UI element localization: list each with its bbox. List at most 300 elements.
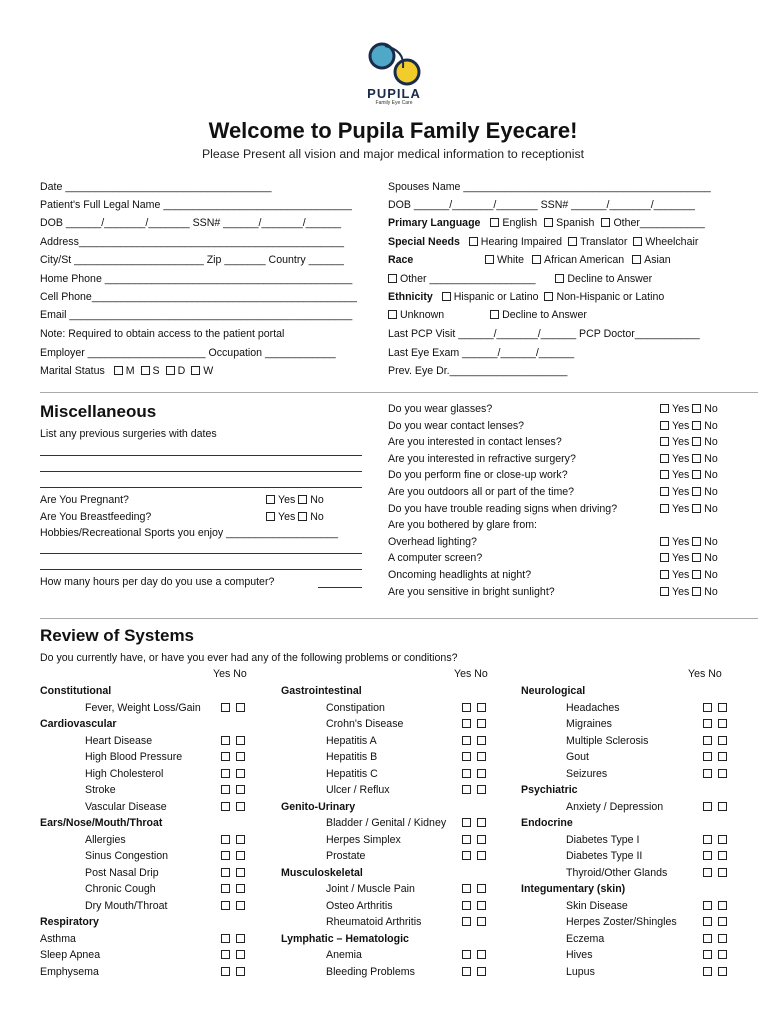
ethnicity-more-row xyxy=(388,307,587,323)
ros-yes-no[interactable] xyxy=(221,782,251,798)
checkbox-icon[interactable] xyxy=(660,504,669,513)
ros-yes-no[interactable] xyxy=(221,848,251,864)
option-wheelchair[interactable]: Wheelchair xyxy=(633,236,698,248)
portal-note: Note: Required to obtain access to the patient portal xyxy=(40,328,285,340)
ros-yes-no[interactable] xyxy=(221,749,251,765)
checkbox-icon[interactable] xyxy=(462,835,471,844)
option-english[interactable]: English xyxy=(490,217,537,229)
checkbox-icon[interactable] xyxy=(660,404,669,413)
checkbox-icon[interactable] xyxy=(221,967,230,976)
checkbox-icon[interactable] xyxy=(660,587,669,596)
checkbox-icon[interactable] xyxy=(568,237,577,246)
race-decline-option[interactable]: Decline to Answer xyxy=(555,273,652,285)
pregnant-yes-no[interactable]: Yes No xyxy=(266,492,324,508)
ros-condition: Hives xyxy=(566,949,593,961)
option-m[interactable]: M xyxy=(114,365,135,377)
vision-question-label: A computer screen? xyxy=(388,552,483,565)
checkbox-icon[interactable] xyxy=(718,934,727,943)
primary-language-row xyxy=(388,215,705,231)
logo-tagline: Family Eye Care xyxy=(375,100,413,106)
vision-yes-no[interactable]: Yes No xyxy=(660,484,718,500)
surgery-line[interactable] xyxy=(40,487,362,488)
checkbox-icon[interactable] xyxy=(692,421,701,430)
checkbox-icon[interactable] xyxy=(477,736,486,745)
checkbox-icon[interactable] xyxy=(221,884,230,893)
ros-condition: Multiple Sclerosis xyxy=(566,734,649,747)
checkbox-icon[interactable] xyxy=(660,454,669,463)
patient-name-field[interactable]: Patient's Full Legal Name ________________________________ xyxy=(40,199,352,211)
checkbox-icon[interactable] xyxy=(141,366,150,375)
checkbox-icon[interactable] xyxy=(236,950,245,959)
ethnicity-decline-option[interactable]: Decline to Answer xyxy=(490,309,587,321)
vision-question-label: Do you have trouble reading signs when driving? xyxy=(388,502,618,515)
checkbox-icon[interactable] xyxy=(462,950,471,959)
checkbox-icon[interactable] xyxy=(236,884,245,893)
checkbox-icon[interactable] xyxy=(601,218,610,227)
ros-category: Integumentary (skin) xyxy=(521,883,626,895)
checkbox-icon[interactable] xyxy=(633,237,642,246)
checkbox-icon[interactable] xyxy=(692,587,701,596)
primary-language-options xyxy=(483,217,704,229)
dob-ssn-field[interactable]: DOB ______/_______/_______ SSN# ______/_______/______ xyxy=(40,217,342,229)
checkbox-icon[interactable] xyxy=(236,934,245,943)
ros-yes-no[interactable] xyxy=(462,716,492,732)
ros-yes-no[interactable] xyxy=(703,799,733,815)
checkbox-icon[interactable] xyxy=(221,752,230,761)
ros-condition: Headaches xyxy=(566,701,620,714)
race-label: Race xyxy=(388,254,414,266)
ros-yes-no[interactable] xyxy=(703,931,733,947)
computer-hours-input[interactable] xyxy=(318,587,362,588)
vision-question-label: Are you interested in contact lenses? xyxy=(388,436,562,449)
special-needs-options xyxy=(463,236,699,248)
checkbox-icon[interactable] xyxy=(703,769,712,778)
checkbox-icon[interactable] xyxy=(166,366,175,375)
ros-condition: Bladder / Genital / Kidney xyxy=(326,817,447,829)
checkbox-icon[interactable] xyxy=(532,255,541,264)
ros-yes-no[interactable] xyxy=(462,700,492,716)
checkbox-icon[interactable] xyxy=(703,719,712,728)
ros-condition: Stroke xyxy=(85,784,116,796)
checkbox-icon[interactable] xyxy=(718,868,727,877)
ros-condition: Anemia xyxy=(326,949,362,961)
checkbox-icon[interactable] xyxy=(477,917,486,926)
ros-yes-no[interactable] xyxy=(221,964,251,980)
special-needs-label: Special Needs xyxy=(388,236,460,248)
ros-yes-no[interactable] xyxy=(462,898,492,914)
ros-category: Gastrointestinal xyxy=(281,685,362,697)
checkbox-icon[interactable] xyxy=(469,237,478,246)
vision-yes-no[interactable]: Yes No xyxy=(660,584,718,600)
checkbox-icon[interactable] xyxy=(703,967,712,976)
ros-yes-no[interactable] xyxy=(221,832,251,848)
checkbox-icon[interactable] xyxy=(477,835,486,844)
ros-yes-no[interactable] xyxy=(703,749,733,765)
race-row xyxy=(388,252,671,268)
option-african-american[interactable]: African American xyxy=(532,254,624,266)
ros-yes-no[interactable] xyxy=(703,848,733,864)
ethnicity-options xyxy=(436,291,665,303)
ros-yes-no[interactable] xyxy=(221,865,251,881)
ros-condition: High Cholesterol xyxy=(85,767,164,780)
option-white[interactable]: White xyxy=(485,254,524,266)
ros-category: Ears/Nose/Mouth/Throat xyxy=(40,817,163,829)
checkbox-icon[interactable] xyxy=(718,769,727,778)
checkbox-icon[interactable] xyxy=(462,851,471,860)
checkbox-icon[interactable] xyxy=(477,901,486,910)
checkbox-icon[interactable] xyxy=(221,802,230,811)
checkbox-icon[interactable] xyxy=(236,835,245,844)
ros-condition: Migraines xyxy=(566,718,612,730)
checkbox-icon[interactable] xyxy=(718,901,727,910)
option-non-hispanic-or-latino[interactable]: Non-Hispanic or Latino xyxy=(544,291,664,303)
checkbox-icon[interactable] xyxy=(660,487,669,496)
ros-condition: Allergies xyxy=(85,833,126,846)
address-field[interactable]: Address_____________________________________________ xyxy=(40,236,344,248)
ros-yes-no[interactable] xyxy=(462,733,492,749)
surgeries-label: List any previous surgeries with dates xyxy=(40,428,217,440)
checkbox-icon[interactable] xyxy=(718,719,727,728)
ros-yes-no[interactable] xyxy=(703,865,733,881)
checkbox-icon[interactable] xyxy=(221,703,230,712)
ros-yes-no[interactable] xyxy=(221,947,251,963)
checkbox-icon[interactable] xyxy=(477,785,486,794)
ros-yes-no[interactable] xyxy=(221,881,251,897)
divider xyxy=(40,392,758,393)
option-hispanic-or-latino[interactable]: Hispanic or Latino xyxy=(442,291,539,303)
ros-category: Cardiovascular xyxy=(40,718,117,730)
ros-condition: Post Nasal Drip xyxy=(85,866,159,879)
checkbox-icon[interactable] xyxy=(221,901,230,910)
checkbox-icon[interactable] xyxy=(718,967,727,976)
checkbox-icon[interactable] xyxy=(718,851,727,860)
checkbox-icon[interactable] xyxy=(221,769,230,778)
checkbox-icon[interactable] xyxy=(660,421,669,430)
ros-category: Endocrine xyxy=(521,817,573,829)
ros-yes-no[interactable] xyxy=(221,766,251,782)
cell-phone-field[interactable]: Cell Phone_____________________________________________ xyxy=(40,291,357,303)
ros-yes-no[interactable] xyxy=(221,931,251,947)
ros-condition: Ulcer / Reflux xyxy=(326,784,390,796)
ros-yes-no[interactable] xyxy=(703,733,733,749)
checkbox-icon[interactable] xyxy=(718,917,727,926)
checkbox-icon[interactable] xyxy=(692,470,701,479)
checkbox-icon[interactable] xyxy=(718,835,727,844)
checkbox-icon[interactable] xyxy=(462,703,471,712)
surgery-line[interactable] xyxy=(40,455,362,456)
vision-question-label: Are you outdoors all or part of the time? xyxy=(388,486,575,498)
misc-section-title: Miscellaneous xyxy=(40,402,157,421)
checkbox-icon[interactable] xyxy=(236,851,245,860)
checkbox-icon[interactable] xyxy=(703,752,712,761)
ros-condition: Bleeding Problems xyxy=(326,965,415,978)
checkbox-icon[interactable] xyxy=(462,785,471,794)
option-spanish[interactable]: Spanish xyxy=(544,217,594,229)
vision-question-label: Are you bothered by glare from: xyxy=(388,519,537,532)
vision-question-label: Are you sensitive in bright sunlight? xyxy=(388,585,555,598)
breastfeeding-label: Are You Breastfeeding? xyxy=(40,511,152,523)
ros-condition: Joint / Muscle Pain xyxy=(326,883,415,895)
option-d[interactable]: D xyxy=(166,365,186,377)
page-title: Welcome to Pupila Family Eyecare! xyxy=(208,118,578,143)
checkbox-icon[interactable] xyxy=(477,703,486,712)
ros-yes-no[interactable] xyxy=(703,700,733,716)
checkbox-icon[interactable] xyxy=(718,703,727,712)
ros-yes-no[interactable] xyxy=(703,766,733,782)
checkbox-icon[interactable] xyxy=(477,769,486,778)
race-other-option[interactable]: Other __________________ xyxy=(388,273,536,285)
vision-yes-no[interactable]: Yes No xyxy=(660,534,718,550)
ros-condition: Hepatitis A xyxy=(326,734,377,747)
checkbox-icon[interactable] xyxy=(477,851,486,860)
ros-section-title: Review of Systems xyxy=(40,626,195,645)
race-options xyxy=(477,254,671,266)
checkbox-icon[interactable] xyxy=(660,437,669,446)
checkbox-icon[interactable] xyxy=(236,901,245,910)
checkbox-icon[interactable] xyxy=(692,553,701,562)
checkbox-icon[interactable] xyxy=(221,868,230,877)
ros-yes-no[interactable] xyxy=(462,881,492,897)
vision-yes-no[interactable]: Yes No xyxy=(660,550,718,566)
ros-col1-yes-no-header: Yes No xyxy=(213,668,247,680)
ros-prompt: Do you currently have, or have you ever had any of the following problems or conditions? xyxy=(40,652,458,664)
checkbox-icon[interactable] xyxy=(692,537,701,546)
ros-yes-no[interactable] xyxy=(703,947,733,963)
checkbox-icon[interactable] xyxy=(236,736,245,745)
ros-yes-no[interactable] xyxy=(221,898,251,914)
ros-yes-no[interactable] xyxy=(703,914,733,930)
checkbox-icon[interactable] xyxy=(703,901,712,910)
ros-condition: Herpes Zoster/Shingles xyxy=(566,916,677,928)
page-subtitle: Please Present all vision and major medical information to receptionist xyxy=(201,147,585,161)
breastfeeding-yes-no[interactable]: Yes No xyxy=(266,509,324,525)
checkbox-icon[interactable] xyxy=(477,752,486,761)
checkbox-icon[interactable] xyxy=(462,884,471,893)
ros-yes-no[interactable] xyxy=(462,914,492,930)
employer-occupation-field[interactable]: Employer ____________________ Occupation ____________ xyxy=(40,347,336,359)
checkbox-icon[interactable] xyxy=(462,752,471,761)
checkbox-icon[interactable] xyxy=(236,802,245,811)
checkbox-icon[interactable] xyxy=(114,366,123,375)
ros-condition: Eczema xyxy=(566,932,605,945)
email-field[interactable]: Email ________________________________________________ xyxy=(40,309,353,321)
checkbox-icon[interactable] xyxy=(462,719,471,728)
ros-yes-no[interactable] xyxy=(703,964,733,980)
hobbies-field[interactable]: Hobbies/Recreational Sports you enjoy ___________________ xyxy=(40,527,339,539)
checkbox-icon[interactable] xyxy=(703,736,712,745)
option-other[interactable]: Other___________ xyxy=(601,217,704,229)
checkbox-icon[interactable] xyxy=(462,736,471,745)
checkbox-icon[interactable] xyxy=(477,967,486,976)
ros-category: Psychiatric xyxy=(521,784,578,796)
checkbox-icon[interactable] xyxy=(692,487,701,496)
marital-status-row xyxy=(40,363,213,379)
ethnicity-row xyxy=(388,289,664,305)
checkbox-icon[interactable] xyxy=(221,851,230,860)
checkbox-icon[interactable] xyxy=(660,553,669,562)
divider xyxy=(40,618,758,619)
ros-yes-no[interactable] xyxy=(703,716,733,732)
checkbox-icon[interactable] xyxy=(490,218,499,227)
checkbox-icon[interactable] xyxy=(718,752,727,761)
vision-yes-no[interactable]: Yes No xyxy=(660,467,718,483)
spouse-name-field[interactable]: Spouses Name __________________________________________ xyxy=(388,181,711,193)
ros-condition: Dry Mouth/Throat xyxy=(85,899,168,912)
ros-condition: Emphysema xyxy=(40,965,99,978)
checkbox-icon[interactable] xyxy=(660,470,669,479)
checkbox-icon[interactable] xyxy=(236,752,245,761)
ros-condition: Skin Disease xyxy=(566,899,628,912)
vision-yes-no[interactable]: Yes No xyxy=(660,401,718,417)
ros-condition: Fever, Weight Loss/Gain xyxy=(85,701,201,714)
ros-category: Musculoskeletal xyxy=(281,866,363,879)
last-eye-exam-field[interactable]: Last Eye Exam ______/______/______ xyxy=(388,347,575,359)
checkbox-icon[interactable] xyxy=(703,917,712,926)
ros-yes-no[interactable] xyxy=(221,799,251,815)
option-hearing-impaired[interactable]: Hearing Impaired xyxy=(469,236,562,248)
checkbox-icon[interactable] xyxy=(703,868,712,877)
checkbox-icon[interactable] xyxy=(221,736,230,745)
ros-condition: Lupus xyxy=(566,965,595,978)
ros-yes-no[interactable] xyxy=(462,749,492,765)
checkbox-icon[interactable] xyxy=(477,950,486,959)
checkbox-icon[interactable] xyxy=(221,785,230,794)
checkbox-icon[interactable] xyxy=(692,570,701,579)
ros-yes-no[interactable] xyxy=(462,766,492,782)
ros-condition: Rheumatoid Arthritis xyxy=(326,916,422,928)
checkbox-icon[interactable] xyxy=(718,950,727,959)
surgery-line[interactable] xyxy=(40,471,362,472)
vision-yes-no[interactable]: Yes No xyxy=(660,434,718,450)
ros-yes-no[interactable] xyxy=(462,964,492,980)
ros-category: Constitutional xyxy=(40,685,112,697)
ros-yes-no[interactable] xyxy=(462,832,492,848)
checkbox-icon[interactable] xyxy=(692,504,701,513)
checkbox-icon[interactable] xyxy=(660,570,669,579)
vision-yes-no[interactable]: Yes No xyxy=(660,451,718,467)
ros-condition: Constipation xyxy=(326,701,385,714)
checkbox-icon[interactable] xyxy=(544,218,553,227)
option-translator[interactable]: Translator xyxy=(568,236,627,248)
marital-status-label: Marital Status xyxy=(40,365,105,377)
ethnicity-unknown-option[interactable]: Unknown xyxy=(388,309,444,321)
ros-condition: Seizures xyxy=(566,767,608,780)
ros-condition: Chronic Cough xyxy=(85,883,156,895)
hobbies-line[interactable] xyxy=(40,553,362,554)
pregnant-label: Are You Pregnant? xyxy=(40,494,129,506)
ros-condition: Hepatitis C xyxy=(326,767,378,780)
checkbox-icon[interactable] xyxy=(442,292,451,301)
spouse-dob-ssn-field[interactable]: DOB ______/_______/_______ SSN# ______/_______/_______ xyxy=(388,199,695,211)
ros-yes-no[interactable] xyxy=(462,947,492,963)
vision-yes-no[interactable]: Yes No xyxy=(660,567,718,583)
vision-yes-no[interactable]: Yes No xyxy=(660,418,718,434)
checkbox-icon[interactable] xyxy=(692,437,701,446)
checkbox-icon[interactable] xyxy=(718,736,727,745)
checkbox-icon[interactable] xyxy=(718,802,727,811)
ros-yes-no[interactable] xyxy=(703,832,733,848)
vision-question-label: Do you wear contact lenses? xyxy=(388,419,525,432)
vision-question-label: Are you interested in refractive surgery? xyxy=(388,452,576,465)
checkbox-icon[interactable] xyxy=(462,769,471,778)
checkbox-icon[interactable] xyxy=(660,537,669,546)
special-needs-row xyxy=(388,234,698,250)
option-s[interactable]: S xyxy=(141,365,160,377)
checkbox-icon[interactable] xyxy=(236,967,245,976)
checkbox-icon[interactable] xyxy=(692,404,701,413)
logo-wordmark: PUPILA xyxy=(367,86,421,101)
ros-yes-no[interactable] xyxy=(462,782,492,798)
checkbox-icon[interactable] xyxy=(703,934,712,943)
ros-category: Genito-Urinary xyxy=(281,800,356,813)
ros-condition: Asthma xyxy=(40,932,76,945)
ros-condition: Diabetes Type II xyxy=(566,850,643,862)
ros-condition: Vascular Disease xyxy=(85,800,167,813)
checkbox-icon[interactable] xyxy=(236,703,245,712)
option-asian[interactable]: Asian xyxy=(632,254,671,266)
ros-yes-no[interactable] xyxy=(221,700,251,716)
checkbox-icon[interactable] xyxy=(703,835,712,844)
checkbox-icon[interactable] xyxy=(477,884,486,893)
ros-yes-no[interactable] xyxy=(462,848,492,864)
ros-col3-yes-no-header: Yes No xyxy=(688,668,722,680)
ethnicity-label: Ethnicity xyxy=(388,291,433,303)
vision-question-label: Do you wear glasses? xyxy=(388,403,493,415)
checkbox-icon[interactable] xyxy=(221,950,230,959)
prev-eye-doctor-field[interactable]: Prev. Eye Dr.____________________ xyxy=(388,365,568,377)
checkbox-icon[interactable] xyxy=(221,835,230,844)
checkbox-icon[interactable] xyxy=(236,785,245,794)
ros-condition: Crohn's Disease xyxy=(326,718,404,730)
ros-condition: Heart Disease xyxy=(85,734,153,747)
checkbox-icon[interactable] xyxy=(462,967,471,976)
hobbies-line[interactable] xyxy=(40,569,362,570)
option-w[interactable]: W xyxy=(191,365,213,377)
checkbox-icon[interactable] xyxy=(692,454,701,463)
ros-condition: Sleep Apnea xyxy=(40,949,101,961)
checkbox-icon[interactable] xyxy=(703,703,712,712)
ros-yes-no[interactable] xyxy=(221,733,251,749)
ros-condition: High Blood Pressure xyxy=(85,751,183,763)
home-phone-field[interactable]: Home Phone __________________________________________ xyxy=(40,273,353,285)
checkbox-icon[interactable] xyxy=(477,719,486,728)
checkbox-icon[interactable] xyxy=(703,950,712,959)
checkbox-icon[interactable] xyxy=(221,934,230,943)
checkbox-icon[interactable] xyxy=(191,366,200,375)
checkbox-icon[interactable] xyxy=(236,769,245,778)
checkbox-icon[interactable] xyxy=(703,802,712,811)
vision-yes-no[interactable]: Yes No xyxy=(660,501,718,517)
last-pcp-field[interactable]: Last PCP Visit ______/_______/______ PCP Doctor___________ xyxy=(388,328,700,340)
checkbox-icon[interactable] xyxy=(462,818,471,827)
city-zip-country-field[interactable]: City/St ______________________ Zip _______ Country ______ xyxy=(40,254,344,266)
ros-category: Neurological xyxy=(521,685,586,697)
checkbox-icon[interactable] xyxy=(236,868,245,877)
checkbox-icon[interactable] xyxy=(462,901,471,910)
computer-hours-label: How many hours per day do you use a computer? xyxy=(40,576,275,588)
date-field[interactable]: Date ___________________________________ xyxy=(40,181,272,193)
checkbox-icon[interactable] xyxy=(485,255,494,264)
checkbox-icon[interactable] xyxy=(462,917,471,926)
ros-condition: Hepatitis B xyxy=(326,751,378,763)
checkbox-icon[interactable] xyxy=(544,292,553,301)
checkbox-icon[interactable] xyxy=(632,255,641,264)
checkbox-icon[interactable] xyxy=(477,818,486,827)
ros-yes-no[interactable] xyxy=(703,898,733,914)
vision-question-label: Do you perform fine or close-up work? xyxy=(388,469,568,482)
checkbox-icon[interactable] xyxy=(703,851,712,860)
ros-yes-no[interactable] xyxy=(462,815,492,831)
